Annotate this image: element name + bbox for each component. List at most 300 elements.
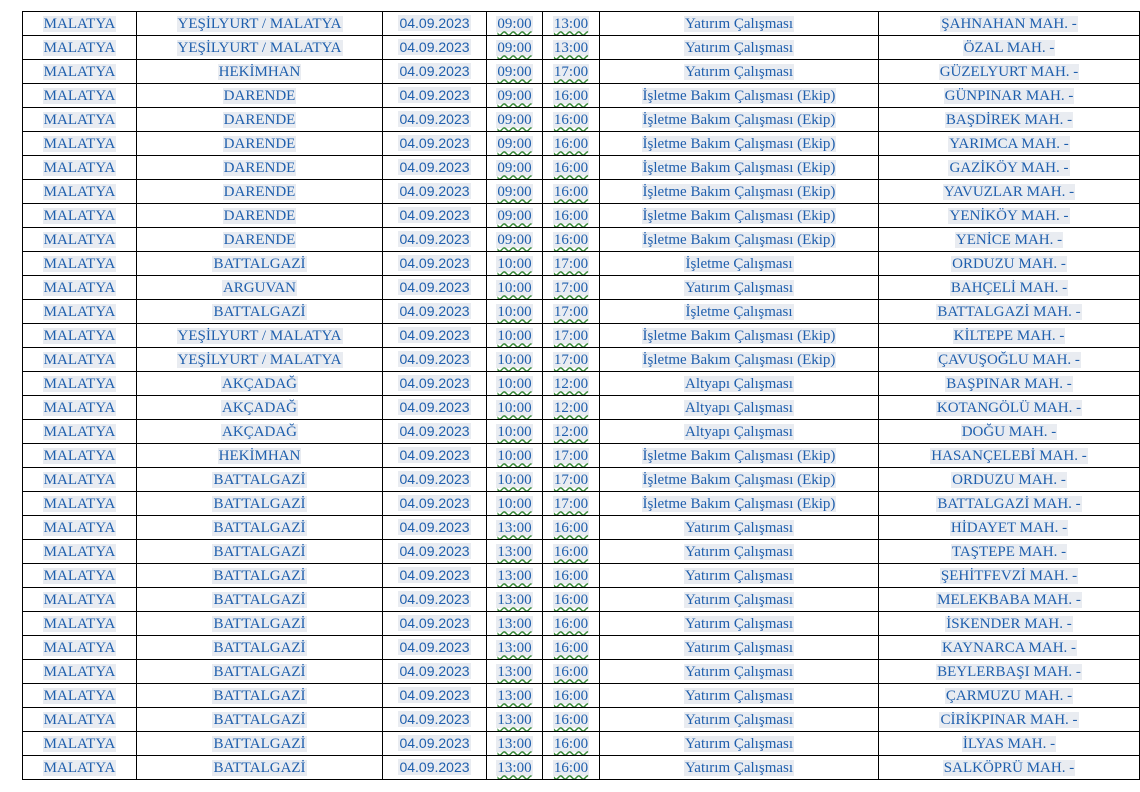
neighborhood-cell [879,84,1140,108]
province-cell-text: MALATYA [43,111,116,128]
end-time-cell-text: 16:00 [553,87,589,104]
province-cell-text: MALATYA [43,63,116,80]
end-time-cell-text: 12:00 [553,375,589,392]
date-cell [383,732,487,756]
district-cell-text: DARENDE [223,87,296,104]
neighborhood-cell-text: BATTALGAZİ MAH. - [937,303,1081,320]
district-cell [137,372,383,396]
end-time-cell-text: 16:00 [553,639,589,656]
start-time-cell [487,636,543,660]
table-row [23,108,1140,132]
start-time-cell-text: 10:00 [497,495,532,512]
date-cell [383,444,487,468]
start-time-cell [487,516,543,540]
reason-cell [600,396,879,420]
table-row [23,204,1140,228]
reason-cell [600,588,879,612]
end-time-cell-text: 17:00 [553,351,589,368]
reason-cell [600,612,879,636]
start-time-cell-text: 13:00 [497,687,532,704]
date-cell-text: 04.09.2023 [399,615,470,631]
start-time-cell-text: 13:00 [497,639,532,656]
end-time-cell [543,684,600,708]
start-time-cell-text: 09:00 [497,87,532,104]
district-cell-text: BATTALGAZİ [213,759,306,776]
district-cell-text: BATTALGAZİ [213,735,306,752]
table-row [23,348,1140,372]
end-time-cell [543,444,600,468]
date-cell [383,756,487,780]
reason-cell-text: Yatırım Çalışması [684,63,794,80]
neighborhood-cell [879,732,1140,756]
end-time-cell [543,108,600,132]
reason-cell [600,84,879,108]
province-cell-text: MALATYA [43,543,116,560]
end-time-cell-text: 17:00 [553,495,589,512]
district-cell-text: YEŞİLYURT / MALATYA [177,15,342,32]
date-cell-text: 04.09.2023 [399,303,470,319]
province-cell-text: MALATYA [43,687,116,704]
neighborhood-cell [879,132,1140,156]
reason-cell [600,516,879,540]
district-cell [137,756,383,780]
neighborhood-cell-text: ÇARMUZU MAH. - [945,687,1073,704]
start-time-cell-text: 10:00 [497,447,532,464]
end-time-cell-text: 16:00 [553,687,589,704]
start-time-cell [487,468,543,492]
neighborhood-cell-text: KAYNARCA MAH. - [941,639,1077,656]
start-time-cell-text: 09:00 [497,39,532,56]
district-cell [137,60,383,84]
district-cell [137,132,383,156]
neighborhood-cell-text: KOTANGÖLÜ MAH. - [936,399,1082,416]
date-cell [383,564,487,588]
reason-cell-text: İşletme Bakım Çalışması (Ekip) [642,495,836,512]
reason-cell [600,444,879,468]
reason-cell-text: İşletme Bakım Çalışması (Ekip) [642,351,836,368]
province-cell-text: MALATYA [43,447,116,464]
date-cell-text: 04.09.2023 [399,159,470,175]
date-cell [383,204,487,228]
reason-cell-text: İşletme Bakım Çalışması (Ekip) [642,159,836,176]
neighborhood-cell [879,684,1140,708]
district-cell [137,348,383,372]
date-cell-text: 04.09.2023 [399,111,470,127]
province-cell-text: MALATYA [43,207,116,224]
district-cell-text: AKÇADAĞ [222,399,297,416]
neighborhood-cell [879,540,1140,564]
reason-cell [600,660,879,684]
date-cell [383,396,487,420]
reason-cell [600,684,879,708]
date-cell-text: 04.09.2023 [399,399,470,415]
neighborhood-cell [879,12,1140,36]
date-cell [383,180,487,204]
date-cell-text: 04.09.2023 [399,183,470,199]
reason-cell-text: İşletme Bakım Çalışması (Ekip) [642,471,836,488]
district-cell [137,36,383,60]
date-cell [383,252,487,276]
district-cell-text: YEŞİLYURT / MALATYA [177,351,342,368]
reason-cell [600,12,879,36]
district-cell [137,228,383,252]
district-cell [137,108,383,132]
neighborhood-cell-text: DOĞU MAH. - [961,423,1057,440]
date-cell-text: 04.09.2023 [399,567,470,583]
date-cell-text: 04.09.2023 [399,543,470,559]
end-time-cell-text: 16:00 [553,591,589,608]
end-time-cell-text: 17:00 [553,327,589,344]
date-cell [383,108,487,132]
neighborhood-cell-text: İSKENDER MAH. - [946,615,1072,632]
start-time-cell [487,564,543,588]
start-time-cell-text: 09:00 [497,159,532,176]
province-cell [23,468,137,492]
province-cell [23,756,137,780]
date-cell-text: 04.09.2023 [399,375,470,391]
reason-cell-text: Altyapı Çalışması [685,375,793,392]
district-cell [137,324,383,348]
province-cell-text: MALATYA [43,471,116,488]
date-cell-text: 04.09.2023 [399,687,470,703]
start-time-cell-text: 10:00 [497,255,532,272]
district-cell [137,588,383,612]
reason-cell [600,132,879,156]
end-time-cell [543,540,600,564]
date-cell [383,372,487,396]
start-time-cell-text: 10:00 [497,399,532,416]
district-cell [137,204,383,228]
reason-cell-text: Altyapı Çalışması [685,423,793,440]
start-time-cell-text: 13:00 [497,759,532,776]
province-cell [23,540,137,564]
start-time-cell [487,684,543,708]
end-time-cell-text: 17:00 [553,255,589,272]
end-time-cell [543,756,600,780]
reason-cell [600,276,879,300]
reason-cell [600,300,879,324]
end-time-cell [543,132,600,156]
date-cell-text: 04.09.2023 [399,39,470,55]
reason-cell [600,252,879,276]
table-row [23,156,1140,180]
province-cell-text: MALATYA [43,279,116,296]
district-cell [137,420,383,444]
district-cell [137,156,383,180]
neighborhood-cell-text: YARIMCA MAH. - [949,135,1069,152]
date-cell [383,36,487,60]
province-cell-text: MALATYA [43,615,116,632]
district-cell-text: BATTALGAZİ [213,663,306,680]
reason-cell-text: İşletme Çalışması [685,303,793,320]
province-cell [23,444,137,468]
start-time-cell-text: 13:00 [497,711,532,728]
neighborhood-cell [879,612,1140,636]
end-time-cell-text: 16:00 [553,567,589,584]
end-time-cell [543,204,600,228]
date-cell [383,468,487,492]
reason-cell-text: İşletme Bakım Çalışması (Ekip) [642,135,836,152]
date-cell-text: 04.09.2023 [399,735,470,751]
start-time-cell-text: 09:00 [497,231,532,248]
start-time-cell [487,660,543,684]
date-cell [383,540,487,564]
neighborhood-cell-text: ORDUZU MAH. - [952,471,1066,488]
neighborhood-cell-text: ŞAHNAHAN MAH. - [941,15,1077,32]
end-time-cell-text: 16:00 [553,759,589,776]
reason-cell-text: Yatırım Çalışması [684,639,794,656]
neighborhood-cell [879,252,1140,276]
province-cell-text: MALATYA [43,231,116,248]
district-cell-text: BATTALGAZİ [213,543,306,560]
date-cell [383,348,487,372]
province-cell [23,420,137,444]
province-cell [23,108,137,132]
outage-table-body [23,12,1140,780]
district-cell [137,300,383,324]
province-cell-text: MALATYA [43,39,116,56]
district-cell [137,276,383,300]
end-time-cell-text: 16:00 [553,663,589,680]
district-cell [137,732,383,756]
end-time-cell-text: 13:00 [553,39,589,56]
end-time-cell-text: 16:00 [553,111,589,128]
start-time-cell [487,204,543,228]
start-time-cell [487,300,543,324]
end-time-cell [543,660,600,684]
date-cell [383,228,487,252]
end-time-cell-text: 16:00 [553,159,589,176]
province-cell [23,36,137,60]
start-time-cell-text: 10:00 [497,279,532,296]
end-time-cell-text: 17:00 [553,63,589,80]
province-cell-text: MALATYA [43,711,116,728]
start-time-cell [487,324,543,348]
reason-cell-text: İşletme Bakım Çalışması (Ekip) [642,207,836,224]
reason-cell-text: Yatırım Çalışması [684,615,794,632]
district-cell-text: DARENDE [223,183,296,200]
end-time-cell [543,276,600,300]
neighborhood-cell [879,636,1140,660]
neighborhood-cell-text: TAŞTEPE MAH. - [951,543,1067,560]
province-cell [23,708,137,732]
reason-cell [600,324,879,348]
table-row [23,468,1140,492]
start-time-cell-text: 09:00 [497,207,532,224]
province-cell-text: MALATYA [43,375,116,392]
district-cell [137,636,383,660]
district-cell-text: DARENDE [223,159,296,176]
end-time-cell [543,612,600,636]
end-time-cell-text: 16:00 [553,135,589,152]
end-time-cell-text: 16:00 [553,519,589,536]
province-cell [23,300,137,324]
start-time-cell-text: 13:00 [497,663,532,680]
district-cell [137,612,383,636]
table-row [23,540,1140,564]
table-row [23,756,1140,780]
start-time-cell-text: 10:00 [497,327,532,344]
start-time-cell-text: 13:00 [497,567,532,584]
end-time-cell [543,468,600,492]
neighborhood-cell [879,204,1140,228]
end-time-cell [543,156,600,180]
start-time-cell-text: 13:00 [497,519,532,536]
neighborhood-cell [879,468,1140,492]
date-cell-text: 04.09.2023 [399,423,470,439]
neighborhood-cell [879,516,1140,540]
reason-cell-text: Yatırım Çalışması [684,567,794,584]
table-row [23,636,1140,660]
start-time-cell-text: 09:00 [497,111,532,128]
province-cell-text: MALATYA [43,135,116,152]
province-cell-text: MALATYA [43,639,116,656]
end-time-cell-text: 12:00 [553,399,589,416]
reason-cell [600,36,879,60]
table-row [23,732,1140,756]
district-cell-text: DARENDE [223,135,296,152]
table-row [23,588,1140,612]
end-time-cell-text: 16:00 [553,183,589,200]
district-cell [137,444,383,468]
date-cell [383,636,487,660]
neighborhood-cell [879,396,1140,420]
neighborhood-cell-text: HİDAYET MAH. - [950,519,1068,536]
start-time-cell-text: 10:00 [497,375,532,392]
neighborhood-cell-text: BAŞDİREK MAH. - [945,111,1073,128]
reason-cell [600,468,879,492]
province-cell-text: MALATYA [43,519,116,536]
end-time-cell-text: 16:00 [553,711,589,728]
end-time-cell [543,588,600,612]
province-cell [23,564,137,588]
reason-cell-text: Yatırım Çalışması [684,591,794,608]
end-time-cell [543,732,600,756]
neighborhood-cell [879,324,1140,348]
end-time-cell [543,300,600,324]
date-cell-text: 04.09.2023 [399,351,470,367]
date-cell-text: 04.09.2023 [399,279,470,295]
date-cell [383,420,487,444]
reason-cell-text: İşletme Bakım Çalışması (Ekip) [642,231,836,248]
outage-table [22,11,1140,780]
neighborhood-cell [879,108,1140,132]
district-cell [137,660,383,684]
province-cell-text: MALATYA [43,351,116,368]
end-time-cell-text: 16:00 [553,231,589,248]
neighborhood-cell [879,36,1140,60]
neighborhood-cell-text: SALKÖPRÜ MAH. - [943,759,1075,776]
start-time-cell [487,756,543,780]
date-cell-text: 04.09.2023 [399,471,470,487]
table-row [23,492,1140,516]
neighborhood-cell [879,180,1140,204]
table-row [23,132,1140,156]
province-cell-text: MALATYA [43,735,116,752]
province-cell [23,636,137,660]
province-cell-text: MALATYA [43,567,116,584]
table-row [23,708,1140,732]
district-cell-text: HEKİMHAN [218,447,301,464]
table-row [23,36,1140,60]
start-time-cell-text: 09:00 [497,183,532,200]
date-cell [383,588,487,612]
district-cell-text: AKÇADAĞ [222,375,297,392]
neighborhood-cell-text: BAHÇELİ MAH. - [950,279,1068,296]
end-time-cell [543,708,600,732]
date-cell-text: 04.09.2023 [399,15,470,31]
start-time-cell [487,492,543,516]
end-time-cell [543,324,600,348]
district-cell-text: YEŞİLYURT / MALATYA [177,327,342,344]
end-time-cell [543,420,600,444]
neighborhood-cell [879,660,1140,684]
neighborhood-cell [879,420,1140,444]
province-cell [23,252,137,276]
district-cell-text: AKÇADAĞ [222,423,297,440]
reason-cell-text: İşletme Çalışması [685,255,793,272]
reason-cell-text: İşletme Bakım Çalışması (Ekip) [642,183,836,200]
reason-cell [600,636,879,660]
neighborhood-cell-text: YAVUZLAR MAH. - [943,183,1075,200]
start-time-cell-text: 10:00 [497,303,532,320]
district-cell [137,684,383,708]
reason-cell-text: Altyapı Çalışması [685,399,793,416]
province-cell [23,612,137,636]
end-time-cell [543,564,600,588]
start-time-cell [487,444,543,468]
neighborhood-cell-text: HASANÇELEBİ MAH. - [931,447,1087,464]
district-cell-text: BATTALGAZİ [213,519,306,536]
date-cell [383,276,487,300]
district-cell [137,12,383,36]
date-cell [383,516,487,540]
end-time-cell [543,36,600,60]
date-cell [383,660,487,684]
reason-cell [600,372,879,396]
district-cell-text: BATTALGAZİ [213,711,306,728]
date-cell-text: 04.09.2023 [399,519,470,535]
province-cell [23,276,137,300]
start-time-cell-text: 13:00 [497,735,532,752]
reason-cell [600,756,879,780]
reason-cell [600,708,879,732]
province-cell-text: MALATYA [43,759,116,776]
date-cell-text: 04.09.2023 [399,759,470,775]
neighborhood-cell-text: GÜZELYURT MAH. - [939,63,1079,80]
district-cell-text: BATTALGAZİ [213,495,306,512]
reason-cell [600,108,879,132]
start-time-cell [487,588,543,612]
neighborhood-cell-text: ÖZAL MAH. - [963,39,1055,56]
reason-cell [600,228,879,252]
neighborhood-cell [879,708,1140,732]
neighborhood-cell [879,60,1140,84]
district-cell [137,516,383,540]
table-row [23,252,1140,276]
neighborhood-cell [879,492,1140,516]
start-time-cell [487,108,543,132]
date-cell-text: 04.09.2023 [399,207,470,223]
table-row [23,324,1140,348]
date-cell-text: 04.09.2023 [399,639,470,655]
start-time-cell [487,132,543,156]
district-cell-text: BATTALGAZİ [213,687,306,704]
reason-cell [600,60,879,84]
start-time-cell [487,84,543,108]
end-time-cell-text: 17:00 [553,303,589,320]
date-cell [383,708,487,732]
